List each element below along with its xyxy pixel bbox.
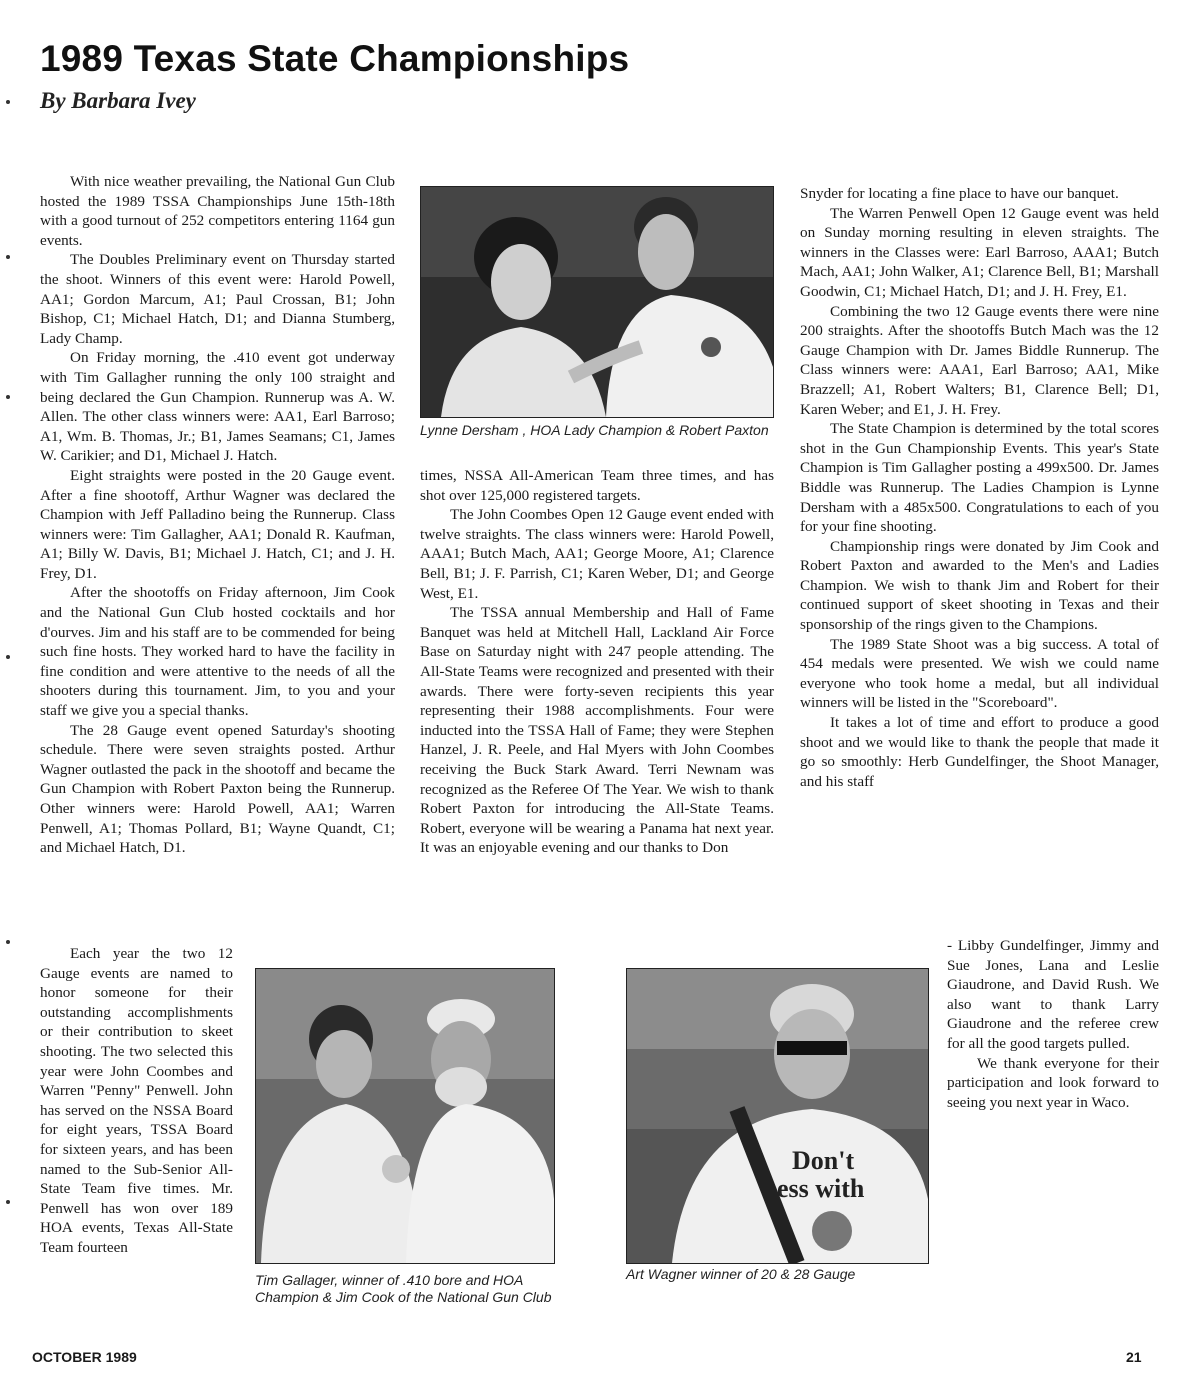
paragraph: The 28 Gauge event opened Saturday's shooting schedule. There were seven straights posted. Arthur Wagner outlasted the pack in the shootoff and became the Gun Champion with Robert Paxton being the Runnerup. Other winners were: Harold Powell, AA1; Warren Penwell, A1; Thomas Pollard, B1; Wayne Quandt, C1; and Michael Hatch, D1. (40, 721, 395, 857)
binder-mark (6, 1200, 10, 1204)
paragraph: Combining the two 12 Gauge events there were nine 200 straights. After the shootoffs Butch Mach was the 12 Gauge Champion with Dr. James Biddle Runnerup. The Class winners were: AAA1, Earl Barroso; AA1, Mike Brazzell; A1, Robert Walters; B1, Clarence Bell; D1, Karen Weber; and E1, J. H. Frey. (800, 302, 1159, 418)
paragraph: The John Coombes Open 12 Gauge event ended with twelve straights. The class winners were: Harold Powell, AAA1; Butch Mach, AA1; George Moore, A1; Clarence Bell, B1; J. F. Parrish, C1; Karen Weber, D1; and George West, E1. (420, 506, 774, 602)
paragraph: The Doubles Preliminary event on Thursday started the shoot. Winners of this event were: Harold Powell, AA1; Gordon Marcum, A1; Paul Crossan, B1; John Bishop, C1; Michael Hatch, D1; and Dianna Stumberg, Lady Champ. (40, 251, 395, 347)
paragraph: The TSSA annual Membership and Hall of Fame Banquet was held at Mitchell Hall, Lackland Air Force Base on Saturday night with 247 people attending. The All-State Teams were recognized and presented with their awards. There were forty-seven recipients this year representing their 1988 accomplishments. Four were inducted into the TSSA Hall of Fame; they were Stephen Hanzel, J. R. Peele, and Hal Myers with John Coombes receiving the Buck Stark Award. Terri Newnam was recognized as the Referee Of The Year. We wish to thank Robert Paxton for introducing the All-State Teams. Robert, everyone will be wearing a Panama hat next year. It was an enjoyable evening and our thanks to Don (420, 604, 774, 857)
paragraph: The Warren Penwell Open 12 Gauge event was held on Sunday morning resulting in eleven straights. The winners in the Classes were: Earl Barroso, AAA1; Butch Mach, AA1; John Walker, A1; Clarence Bell, B1; Marshall Goodwin, C1; Michael Hatch, D1; and J. H. Frey, E1. (800, 204, 1159, 300)
photo-gallager-cook (255, 968, 555, 1264)
photo-caption: Tim Gallager, winner of .410 bore and HOA Champion & Jim Cook of the National Gun Club (255, 1272, 552, 1305)
shirt-text: Don't (792, 1146, 855, 1175)
paragraph: Each year the two 12 Gauge events are named to honor someone for their outstanding accomplishments or their contribution to skeet shooting. The two selected this year were John Coombes and Warren "Penny" Penwell. John has served on the NSSA Board for eight years, TSSA Board for sixteen years, and has been named to the Sub-Senior All-State Team five times. Mr. Penwell has won over 189 HOA events, Texas All-State Team fourteen (40, 945, 233, 1256)
paragraph: Snyder for locating a fine place to have our banquet. (800, 185, 1119, 202)
article-column-3 (800, 184, 1159, 791)
article-byline: By Barbara Ivey (40, 88, 196, 113)
binder-mark (6, 255, 10, 259)
photo-caption: Art Wagner winner of 20 & 28 Gauge (626, 1266, 856, 1282)
paragraph: The 1989 State Shoot was a big success. A total of 454 medals were presented. We wish we could name everyone who took home a medal, but all individual winners will be listed in the "Scoreboard". (800, 635, 1159, 712)
paragraph: After the shootoffs on Friday afternoon, Jim Cook and the National Gun Club hosted cocktails and hor d'ourves. Jim and his staff are to be commended for being such fine hosts. They worked hard to have the facility in fine condition and were attentive to the needs of all the shooters during this tournament. Jim, to you and your staff we give you a special thanks. (40, 584, 395, 720)
paragraph: We thank everyone for their participation and look forward to seeing you next year in Waco. (947, 1054, 1159, 1111)
article-column-1-continued (40, 944, 233, 1258)
page-number: 21 (1126, 1349, 1142, 1365)
binder-mark (6, 395, 10, 399)
paragraph: Championship rings were donated by Jim Cook and Robert Paxton and awarded to the Men's and Ladies Champion. We wish to thank Jim and Robert for their continued support of skeet shooting in Texas and their sponsorship of the rings given to the Champions. (800, 537, 1159, 634)
binder-mark (6, 100, 10, 104)
paragraph: It takes a lot of time and effort to produce a good shoot and we would like to thank the people that made it go so smoothly: Herb Gundelfinger, the Shoot Manager, and his staff (800, 714, 1159, 790)
paragraph: - Libby Gundelfinger, Jimmy and Sue Jones, Lana and Leslie Giaudrone, and David Rush. We also want to thank Larry Giaudrone and the referee crew for all the good targets pulled. (947, 937, 1159, 1052)
paragraph: On Friday morning, the .410 event got underway with Tim Gallagher running the only 100 straight and being declared the Gun Champion. Runnerup was A. W. Allen. The other class winners were: AA1, Earl Barroso; A1, Wm. B. Thomas, Jr.; B1, James Seamans; C1, James W. Carikier; and D1, Michael J. Hatch. (40, 349, 395, 465)
photo-art-wagner (626, 968, 929, 1264)
paragraph: Eight straights were posted in the 20 Gauge event. After a fine shootoff, Arthur Wagner was declared the Champion with Jeff Palladino being the Runnerup. Class winners were: Tim Gallagher, AA1; Donald R. Kaufman, A1; Billy W. Davis, B1; Michael J. Hatch, C1; and J. H. Frey, D1. (40, 466, 395, 582)
paragraph: With nice weather prevailing, the National Gun Club hosted the 1989 TSSA Championships June 15th-18th with a good turnout of 252 competitors entering 1164 gun events. (40, 173, 395, 249)
paragraph: The State Champion is determined by the total scores shot in the Gun Championship Events. This year's State Champion is Tim Gallagher posting a 499x500. Dr. James Biddle was Runnerup. The Ladies Champion is Lynne Dersham with a 485x500. Congratulations to each of you for your fine shooting. (800, 420, 1159, 536)
paragraph: times, NSSA All-American Team three times, and has shot over 125,000 registered targets. (420, 467, 774, 504)
binder-mark (6, 655, 10, 659)
article-column-2 (420, 466, 774, 858)
binder-mark (6, 940, 10, 944)
photo-dersham-paxton (420, 186, 774, 418)
article-title: 1989 Texas State Championships (40, 38, 630, 79)
article-column-3-continued (947, 936, 1159, 1112)
shirt-text: ess with (777, 1174, 865, 1203)
issue-date: OCTOBER 1989 (32, 1349, 137, 1365)
article-column-1 (40, 172, 395, 858)
photo-caption: Lynne Dersham , HOA Lady Champion & Robert Paxton (420, 422, 769, 438)
